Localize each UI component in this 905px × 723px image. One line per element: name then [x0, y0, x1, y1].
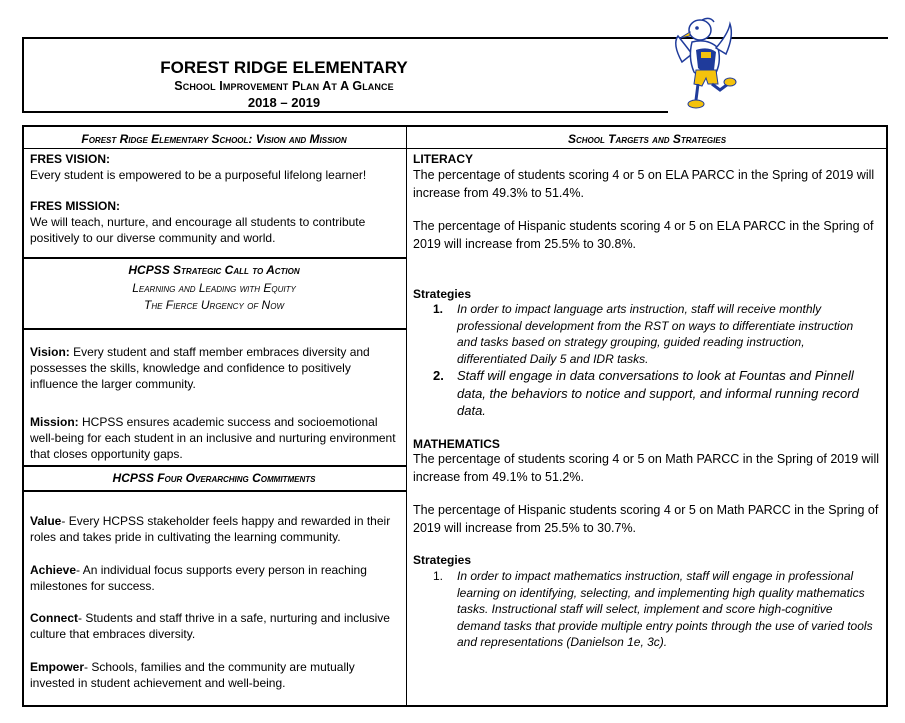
math-target-1: The percentage of students scoring 4 or 5 on Math PARCC in the Spring of 2019 will increase from 49.1% to 51.2%.: [413, 452, 879, 484]
call-line-2: The Fierce Urgency of Now: [144, 298, 284, 312]
hcpss-mission: [30, 414, 400, 462]
literacy-target-2: The percentage of Hispanic students scoring 4 or 5 on ELA PARCC in the Spring of 2019 will increase from 25.5% to 30.8%.: [413, 219, 874, 251]
left-rule-4: [22, 490, 406, 492]
fres-vision: [30, 151, 400, 183]
right-header: School Targets and Strategies: [567, 132, 727, 146]
math-strategy-1-text: In order to impact mathematics instruction, staff will engage in professional learning on identifying, selecting, and implementing high quality mathematics tasks. Instructional staff will select, implement and score high-cognitive demand tasks that provide multiple entry points through the use of varied tools and representations (Danielson 1e, 3c).: [457, 569, 873, 649]
literacy-strategies-label: Strategies: [413, 287, 472, 301]
literacy-strategy-1: [433, 301, 863, 367]
title-box: [22, 37, 668, 113]
math-label: MATHEMATICS: [413, 437, 500, 451]
left-rule-3: [22, 465, 406, 467]
hcpss-mission-label: Mission:: [30, 415, 79, 429]
header-row-rule: [22, 148, 888, 149]
plan-years: 2018 – 2019: [247, 95, 321, 110]
literacy-strategy-1-text: In order to impact language arts instruction, staff will receive monthly professional development from the RST on ways to differentiate instruction and tasks based on strategy grouping, guided reading instruction, differentiated Daily 5 and IDR tasks.: [457, 302, 854, 366]
fres-vision-label: FRES VISION:: [30, 152, 111, 166]
eagle-mascot-icon: [668, 14, 748, 114]
literacy-strategy-2: [433, 367, 878, 420]
hcpss-vision: [30, 344, 400, 392]
commitment-empower: [30, 659, 400, 691]
hcpss-mission-text: HCPSS ensures academic success and socioemotional well-being for each student in an inclusive and nurturing environment that closes opportunity gaps.: [30, 415, 396, 461]
fres-mission-text: We will teach, nurture, and encourage all students to contribute positively to our diverse community and world.: [30, 215, 366, 245]
hcpss-vision-text: Every student and staff member embraces diversity and possesses the skills, knowledge and confidence to positively influence the larger community.: [30, 345, 370, 391]
empower-label: Empower: [30, 660, 85, 674]
math-strategy-1-num: 1.: [433, 569, 444, 583]
connect-label: Connect: [30, 611, 78, 625]
fres-mission: [30, 198, 400, 246]
column-divider: [406, 125, 407, 707]
commitments-title: HCPSS Four Overarching Commitments: [112, 471, 316, 485]
achieve-text: - An individual focus supports every person in reaching milestones for success.: [30, 563, 367, 593]
literacy-target-1: The percentage of students scoring 4 or 5 on ELA PARCC in the Spring of 2019 will increase from 49.3% to 51.4%.: [413, 168, 875, 200]
school-name: FOREST RIDGE ELEMENTARY: [160, 58, 408, 77]
commitment-connect: [30, 610, 400, 642]
plan-title: School Improvement Plan At A Glance: [174, 79, 394, 93]
left-rule-2: [22, 328, 406, 330]
connect-text: - Students and staff thrive in a safe, nurturing and inclusive culture that embraces diversity.: [30, 611, 390, 641]
math-strategy-1: [433, 568, 878, 651]
math-strategies-label: Strategies: [413, 553, 472, 567]
call-line-1: Learning and Leading with Equity: [132, 281, 296, 295]
fres-vision-text: Every student is empowered to be a purposeful lifelong learner!: [30, 168, 367, 182]
fres-mission-label: FRES MISSION:: [30, 199, 121, 213]
literacy-strategy-1-num: 1.: [433, 302, 444, 316]
commitment-achieve: [30, 562, 400, 594]
hcpss-vision-label: Vision:: [30, 345, 70, 359]
value-label: Value: [30, 514, 62, 528]
commitment-value: [30, 513, 400, 545]
call-title: HCPSS Strategic Call to Action: [128, 263, 300, 277]
literacy-strategy-2-text: Staff will engage in data conversations to look at Fountas and Pinnell data, the behaviors to notice and support, and informal running record data.: [457, 368, 859, 418]
literacy-strategy-2-num: 2.: [433, 368, 444, 383]
literacy-label: LITERACY: [413, 152, 473, 166]
value-text: - Every HCPSS stakeholder feels happy and rewarded in their roles and takes pride in cultivating the learning community.: [30, 514, 391, 544]
math-target-2: The percentage of Hispanic students scoring 4 or 5 on Math PARCC in the Spring of 2019 will increase from 25.5% to 30.7%.: [413, 503, 879, 535]
left-rule-1: [22, 257, 406, 259]
achieve-label: Achieve: [30, 563, 77, 577]
empower-text: - Schools, families and the community are mutually invested in student achievement and well-being.: [30, 660, 355, 690]
left-header: Forest Ridge Elementary School: Vision and Mission: [81, 132, 347, 146]
